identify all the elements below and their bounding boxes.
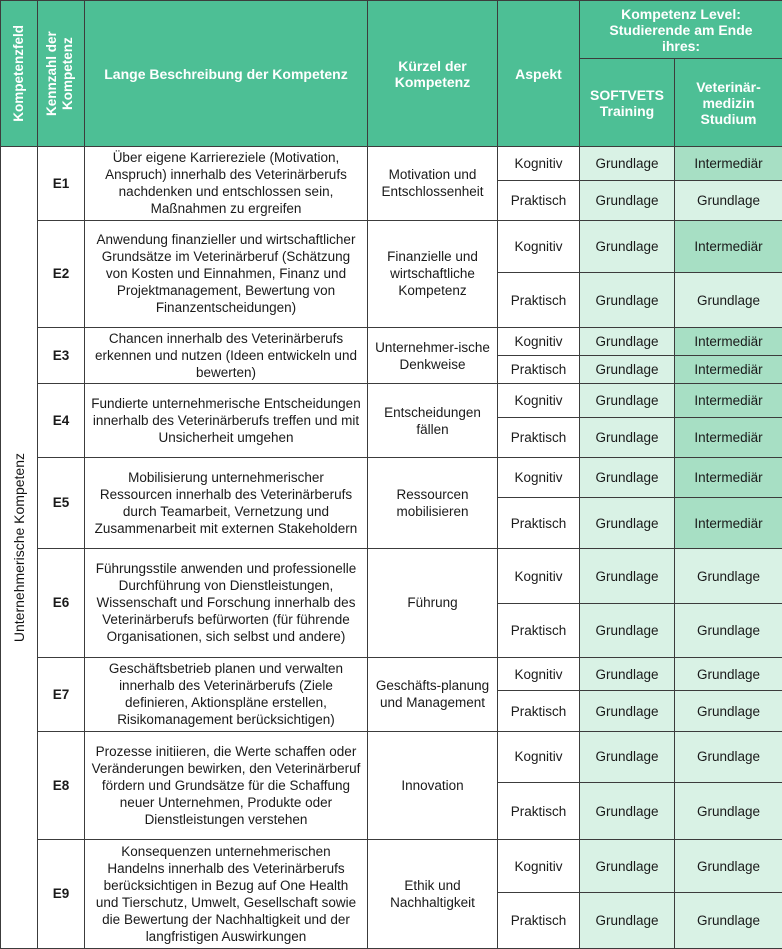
level-softvets-cell: Grundlage [580,181,675,220]
level-vet-cell: Intermediär [675,220,782,273]
level-vet-cell: Intermediär [675,498,782,549]
level-vet-cell: Grundlage [675,548,782,604]
table-row [1,839,782,893]
table-row [1,458,782,498]
level-softvets-cell: Grundlage [580,220,675,273]
field-name: Unternehmerische Kompetenz [10,452,27,643]
level-vet-cell: Intermediär [675,327,782,355]
level-vet-cell: Grundlage [675,839,782,893]
aspect-cell: Praktisch [498,356,580,384]
competence-description: Führungsstile anwenden und professionelle Durchführung von Dienstleistungen, Wissenschaft und Forschung innerhalb des Veterinärberufs befürworten (für führende Organisationen, sich selbst und andere) [85,548,368,657]
table-row [1,147,782,181]
level-softvets-cell: Grundlage [580,893,675,949]
competence-description: Prozesse initiieren, die Werte schaffen oder Veränderungen bewirken, den Veterinärberuf fördern und Grundsätze für die Schaffung neuer Unternehmen, Produkte oder Dienstleistungen verstehen [85,731,368,839]
level-softvets-cell: Grundlage [580,783,675,840]
level-softvets-cell: Grundlage [580,839,675,893]
table-row [1,220,782,273]
competence-code: E8 [38,731,85,839]
aspect-cell: Praktisch [498,783,580,840]
aspect-cell: Praktisch [498,691,580,731]
competence-short: Geschäfts-planung und Management [368,658,498,732]
competence-short: Ressourcen mobilisieren [368,458,498,549]
header-description: Lange Beschreibung der Kompetenz [85,1,368,147]
level-softvets-cell: Grundlage [580,658,675,691]
level-softvets-cell: Grundlage [580,604,675,658]
level-vet-cell: Grundlage [675,731,782,783]
level-vet-cell: Intermediär [675,458,782,498]
aspect-cell: Kognitiv [498,731,580,783]
level-vet-cell: Grundlage [675,658,782,691]
header-field: Kompetenzfeld [1,1,38,147]
aspect-cell: Kognitiv [498,220,580,273]
competence-description: Anwendung finanzieller und wirtschaftlicher Grundsätze im Veterinärberuf (Schätzung von Kosten und Einnahmen, Finanz und Projektmanagement, Bewertung von Finanzentscheidungen) [85,220,368,327]
header-level-group: Kompetenz Level: Studierende am Ende ihres: [580,1,782,59]
aspect-cell: Praktisch [498,417,580,457]
aspect-cell: Praktisch [498,893,580,949]
competence-code: E2 [38,220,85,327]
competence-description: Mobilisierung unternehmerischer Ressourcen innerhalb des Veterinärberufs durch Teamarbeit, Vernetzung und Zusammenarbeit mit externen Stakeholdern [85,458,368,549]
aspect-cell: Praktisch [498,498,580,549]
table-row [1,731,782,783]
header-level-softvets: SOFTVETS Training [580,59,675,147]
aspect-cell: Kognitiv [498,147,580,181]
level-vet-cell: Grundlage [675,604,782,658]
competence-description: Über eigene Karriereziele (Motivation, Anspruch) innerhalb des Veterinärberufs nachdenken und entschlossen sein, Maßnahmen zu ergreifen [85,147,368,221]
aspect-cell: Praktisch [498,604,580,658]
aspect-cell: Praktisch [498,273,580,328]
competence-description: Chancen innerhalb des Veterinärberufs erkennen und nutzen (Ideen entwickeln und bewerten) [85,327,368,384]
competence-short: Entscheidungen fällen [368,384,498,458]
level-vet-cell: Grundlage [675,783,782,840]
level-vet-cell: Intermediär [675,384,782,417]
aspect-cell: Kognitiv [498,548,580,604]
header-short: Kürzel der Kompetenz [368,1,498,147]
competence-code: E3 [38,327,85,384]
competence-description: Geschäftsbetrieb planen und verwalten innerhalb des Veterinärberufs (Ziele definieren, Aktionspläne erstellen, Risikomanagement berücksichtigen) [85,658,368,732]
level-softvets-cell: Grundlage [580,548,675,604]
table-row [1,384,782,417]
competence-short: Unternehmer-ische Denkweise [368,327,498,384]
level-softvets-cell: Grundlage [580,384,675,417]
level-softvets-cell: Grundlage [580,327,675,355]
competence-code: E5 [38,458,85,549]
competence-short: Führung [368,548,498,657]
aspect-cell: Kognitiv [498,458,580,498]
competence-short: Motivation und Entschlossenheit [368,147,498,221]
competence-code: E4 [38,384,85,458]
level-vet-cell: Intermediär [675,356,782,384]
table-row [1,658,782,691]
level-vet-cell: Intermediär [675,147,782,181]
competence-code: E1 [38,147,85,221]
aspect-cell: Kognitiv [498,327,580,355]
level-softvets-cell: Grundlage [580,731,675,783]
table-body [1,147,782,949]
level-vet-cell: Intermediär [675,417,782,457]
competence-short: Ethik und Nachhaltigkeit [368,839,498,948]
field-name-cell [1,147,38,949]
competence-short: Finanzielle und wirtschaftliche Kompetenz [368,220,498,327]
aspect-cell: Kognitiv [498,384,580,417]
competence-description: Konsequenzen unternehmerischen Handelns innerhalb des Veterinärberufs berücksichtigen in Bezug auf One Health und Tierschutz, Umwelt, Gesellschaft sowie die Bewertung der Nachhaltigkeit und der langfristigen Auswirkungen [85,839,368,948]
level-softvets-cell: Grundlage [580,498,675,549]
level-vet-cell: Grundlage [675,181,782,220]
aspect-cell: Kognitiv [498,658,580,691]
level-softvets-cell: Grundlage [580,458,675,498]
table-row [1,327,782,355]
competence-short: Innovation [368,731,498,839]
aspect-cell: Praktisch [498,181,580,220]
header-aspect: Aspekt [498,1,580,147]
competence-code: E7 [38,658,85,732]
table-row [1,548,782,604]
competence-code: E9 [38,839,85,948]
level-vet-cell: Grundlage [675,691,782,731]
level-softvets-cell: Grundlage [580,147,675,181]
level-softvets-cell: Grundlage [580,417,675,457]
level-softvets-cell: Grundlage [580,356,675,384]
level-vet-cell: Grundlage [675,893,782,949]
level-softvets-cell: Grundlage [580,273,675,328]
header-level-vet: Veterinär-medizin Studium [675,59,782,147]
aspect-cell: Kognitiv [498,839,580,893]
header-number: Kennzahl der Kompetenz [38,1,85,147]
competence-description: Fundierte unternehmerische Entscheidungen innerhalb des Veterinärberufs treffen und mit Unsicherheit umgehen [85,384,368,458]
level-softvets-cell: Grundlage [580,691,675,731]
competence-code: E6 [38,548,85,657]
level-vet-cell: Grundlage [675,273,782,328]
